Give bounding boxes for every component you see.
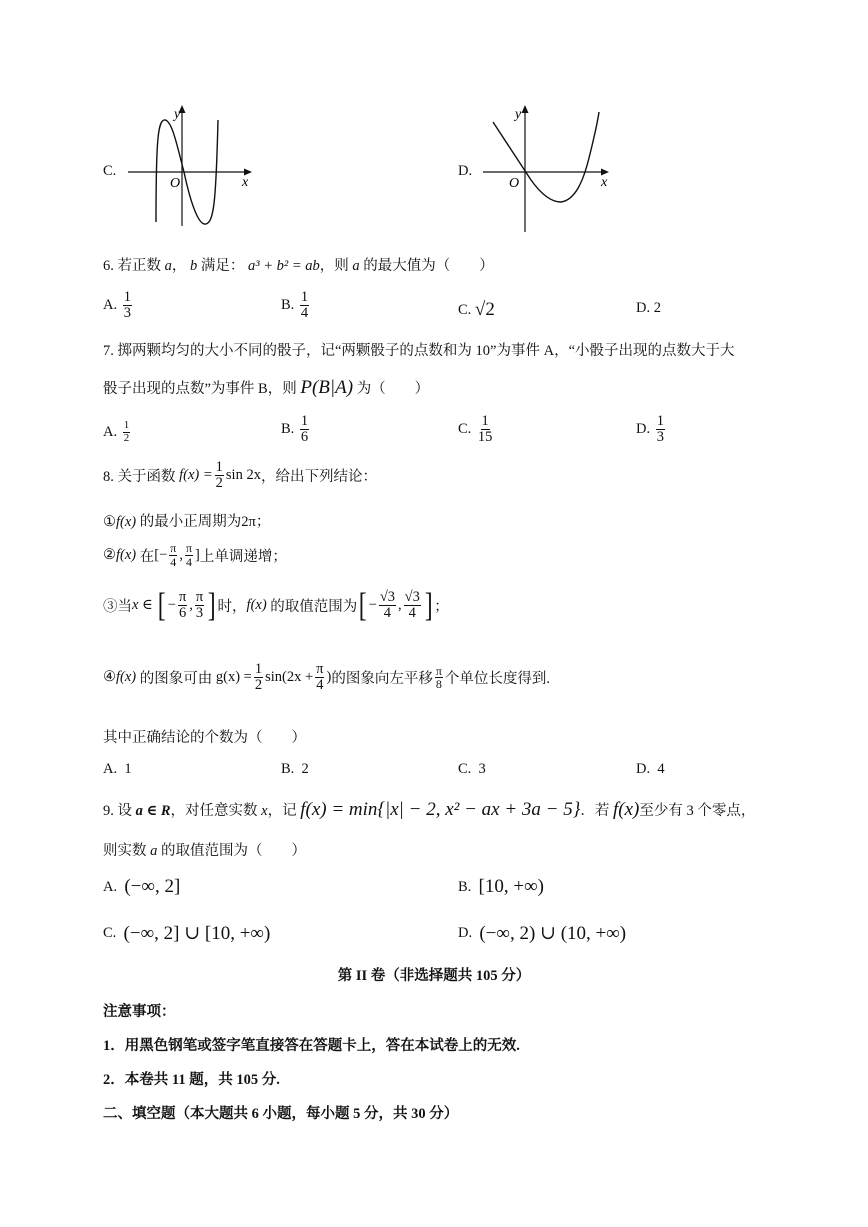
q6-a: a	[164, 258, 172, 274]
q8-c3-mid: 时，	[217, 599, 247, 616]
q9-x: x	[261, 803, 268, 819]
option-label: B.	[281, 761, 295, 777]
q9-option-b[interactable]	[458, 876, 544, 898]
right-bracket-icon: ]	[424, 586, 433, 624]
option-label: A.	[103, 423, 118, 440]
q8-c4-fx: f(x)	[116, 669, 137, 686]
fraction-den: 3	[656, 429, 664, 446]
q7-option-c[interactable]	[458, 414, 495, 445]
conclusion-marker: ①	[103, 514, 116, 530]
fraction-den: 4	[408, 605, 416, 622]
option-text: 1	[124, 761, 132, 777]
notice-item-2: 2．本卷共 11 题，共 105 分.	[103, 1072, 280, 1088]
option-text: (−∞, 2) ∪ (10, +∞)	[479, 923, 627, 944]
conclusion-marker: ④	[103, 669, 116, 686]
q9-a-in-r: a ∈ R	[135, 803, 171, 819]
q7-line2-pre: 骰子出现的点数”为事件 B，则	[103, 381, 297, 397]
q8-c1-text: 的最小正周期为	[139, 514, 242, 530]
q6-equation: a³ + b² = ab	[248, 258, 320, 274]
fraction-den: 6	[178, 605, 187, 622]
q6-tail: 的最大值为（ ）	[363, 258, 494, 274]
conclusion-marker: ②	[103, 546, 116, 563]
q6-prefix: 6. 若正数	[103, 258, 161, 274]
q9-a: a	[150, 843, 158, 859]
q8-c4-text2: 的图象向左平移	[331, 671, 433, 688]
fraction-num: π	[185, 541, 193, 555]
q9-line1	[103, 799, 755, 821]
fraction-num: 1	[254, 661, 263, 677]
option-text: 2	[301, 761, 309, 777]
option-text: 4	[657, 761, 665, 777]
option-label: D.	[458, 925, 473, 941]
left-bracket-icon: [	[158, 586, 167, 624]
q8-c1-fx: f(x)	[116, 514, 137, 530]
fraction-num: 1	[300, 289, 309, 305]
notice-item-1: 1．用黑色钢笔或签字笔直接答在答题卡上，答在本试卷上的无效.	[103, 1038, 520, 1054]
option-text: 3	[478, 761, 486, 777]
q9-mid3: ．若	[580, 803, 610, 819]
option-label: A.	[103, 761, 118, 777]
option-text: (−∞, 2]	[124, 876, 181, 897]
fraction-den: 3	[123, 305, 131, 322]
fraction-den: 3	[195, 605, 204, 622]
fraction-den: 2	[254, 677, 263, 694]
fraction-den: 4	[185, 554, 192, 569]
conclusion-marker: ③当	[103, 599, 132, 616]
right-bracket-icon: ]	[207, 586, 216, 624]
section-heading: 二、填空题（本大题共 6 小题，每小题 5 分，共 30 分）	[103, 1106, 459, 1122]
fraction-den: 6	[300, 429, 309, 446]
q8-intro-post: ，给出下列结论：	[260, 469, 377, 486]
q8-c2-in: 在	[139, 548, 155, 565]
q8-c1-value: 2π	[241, 514, 256, 530]
q8-intro-pre: 8. 关于函数	[103, 469, 176, 486]
graph-d-label: D.	[458, 163, 473, 179]
q7-option-d[interactable]	[636, 414, 667, 445]
q8-c3-fx: f(x)	[246, 597, 267, 614]
q8-c4-text3: 个单位长度得到.	[444, 671, 551, 688]
q7-line2-post: 为（ ）	[356, 381, 430, 397]
fraction-num: π	[178, 589, 187, 605]
graph-c-label: C.	[103, 163, 117, 179]
q9-mid1: ，对任意实数	[170, 803, 258, 819]
q6-sep: ，	[171, 258, 187, 274]
q9-option-d[interactable]	[458, 922, 626, 945]
graph-c-origin: O	[170, 176, 181, 191]
q6-option-d[interactable]	[636, 300, 661, 317]
graph-c	[120, 100, 260, 230]
graph-c-x-label: x	[242, 175, 249, 190]
q9-mid2: ，记	[267, 803, 297, 819]
fraction-num: π	[316, 661, 324, 677]
option-label: C.	[458, 421, 472, 438]
fraction-num: π	[195, 589, 204, 605]
fraction-num: 1	[123, 289, 131, 305]
option-text: √2	[474, 299, 495, 320]
fraction-den: 2	[215, 475, 223, 492]
q9-option-a[interactable]	[103, 876, 180, 898]
q8-option-d[interactable]	[636, 761, 665, 778]
option-label: C.	[103, 925, 117, 941]
q8-c3-text: 的取值范围为	[270, 599, 358, 616]
fraction-num: 1	[215, 459, 223, 475]
fraction-den: 4	[170, 554, 177, 569]
q6-option-b[interactable]	[281, 290, 311, 321]
option-label: C.	[458, 761, 472, 777]
option-label: A.	[103, 297, 118, 314]
q9-post: 至少有 3 个零点，	[639, 803, 756, 819]
q8-c2-left: [−	[154, 546, 168, 563]
q7-option-a[interactable]	[103, 420, 132, 444]
q8-c4-sin: sin(2x +	[265, 669, 314, 686]
q8-option-c[interactable]	[458, 761, 486, 778]
q9-fx: f(x)	[612, 799, 640, 820]
q9-line2-pre: 则实数	[103, 843, 147, 859]
option-label: A.	[103, 878, 118, 895]
q9-definition: f(x) = min{|x| − 2, x² − ax + 3a − 5}	[300, 799, 581, 820]
q8-c2-right: ]	[195, 546, 200, 563]
fraction-den: 15	[477, 429, 493, 446]
option-label: D.	[636, 421, 651, 438]
fraction-num: 1	[123, 419, 130, 431]
graph-d-origin: O	[509, 176, 520, 191]
option-label: C.	[458, 301, 472, 318]
q8-c2-fx: f(x)	[116, 546, 137, 563]
q8-c1-end: ；	[255, 514, 271, 530]
left-bracket-icon: [	[358, 586, 367, 624]
q6-suffix: ，则	[319, 258, 349, 274]
q9-option-c[interactable]	[103, 922, 270, 945]
q8-c4-g: g(x) =	[215, 669, 252, 686]
q6-option-c[interactable]	[458, 299, 495, 321]
q7-expression: P(B|A)	[300, 377, 354, 398]
fraction-num: π	[170, 541, 177, 555]
fraction-num: 1	[656, 413, 664, 429]
q6-b: b	[190, 258, 198, 274]
q7-option-b[interactable]	[281, 414, 311, 445]
q7-line1: 7. 掷两颗均匀的大小不同的骰子，记“两颗骰子的点数和为 10”为事件 A，“小骰子出现的点数大于大	[103, 343, 735, 359]
fraction-num: 1	[300, 413, 309, 429]
option-label: B.	[281, 421, 295, 438]
option-text: [10, +∞)	[478, 876, 544, 897]
option-label: B.	[458, 878, 472, 895]
q9-line2	[103, 839, 306, 860]
q6-mid: 满足：	[200, 258, 245, 274]
q8-ask: 其中正确结论的个数为（ ）	[103, 730, 306, 746]
part2-title: 第 II 卷（非选择题共 105 分）	[337, 968, 531, 984]
q8-c3-x: x ∈	[132, 597, 153, 614]
graph-d-x-label: x	[601, 175, 608, 190]
option-text: (−∞, 2] ∪ [10, +∞)	[123, 923, 271, 944]
fraction-den: 4	[300, 305, 309, 322]
q6-a2: a	[352, 258, 360, 274]
option-text: 2	[653, 300, 661, 316]
fraction-num: 1	[481, 413, 489, 429]
q8-option-b[interactable]	[281, 761, 309, 778]
q8-c2-text: 上单调递增；	[199, 548, 287, 565]
q9-pre: 9. 设	[103, 803, 132, 819]
fraction-den: 8	[435, 677, 442, 692]
q8-c4-close: )	[326, 669, 332, 686]
q7-line2	[103, 377, 429, 399]
option-label: D.	[636, 300, 651, 316]
q8-sin: sin 2x	[225, 467, 261, 484]
q8-option-a[interactable]	[103, 761, 132, 778]
q8-c2-comma: ,	[179, 546, 183, 563]
q8-conclusion-3: ③当 x ∈ [ − $\frac{\pi}{6}$ , $\frac{\pi}{3}$ ] 时， f(x) 的取值范围为 [ − $\frac{√3}{4}$ , $\frac{√3}{4}$ ] ；	[103, 586, 449, 624]
q6-option-a[interactable]	[103, 290, 134, 321]
q8-conclusion-2	[103, 542, 287, 568]
fraction-den: 4	[316, 677, 324, 694]
q9-line2-post: 的取值范围为（ ）	[161, 843, 306, 859]
fraction-den: 4	[383, 605, 392, 622]
q8-conclusion-4	[103, 662, 550, 693]
fraction-num: π	[435, 663, 442, 678]
q8-c4-text1: 的图象可由	[139, 671, 213, 688]
graph-d	[475, 100, 620, 235]
notice-heading: 注意事项：	[103, 1004, 176, 1020]
q8-intro	[103, 460, 377, 491]
option-label: D.	[636, 761, 651, 777]
graph-c-y-label: y	[174, 107, 181, 122]
fraction-num: √3	[404, 589, 420, 605]
q8-fx: f(x) =	[179, 467, 213, 484]
q8-c3-end: ；	[434, 599, 449, 616]
fraction-num: √3	[379, 589, 396, 605]
graph-d-y-label: y	[515, 107, 522, 122]
fraction-den: 2	[123, 431, 130, 444]
q8-conclusion-1	[103, 510, 270, 531]
option-label: B.	[281, 297, 295, 314]
question-6	[103, 254, 494, 275]
